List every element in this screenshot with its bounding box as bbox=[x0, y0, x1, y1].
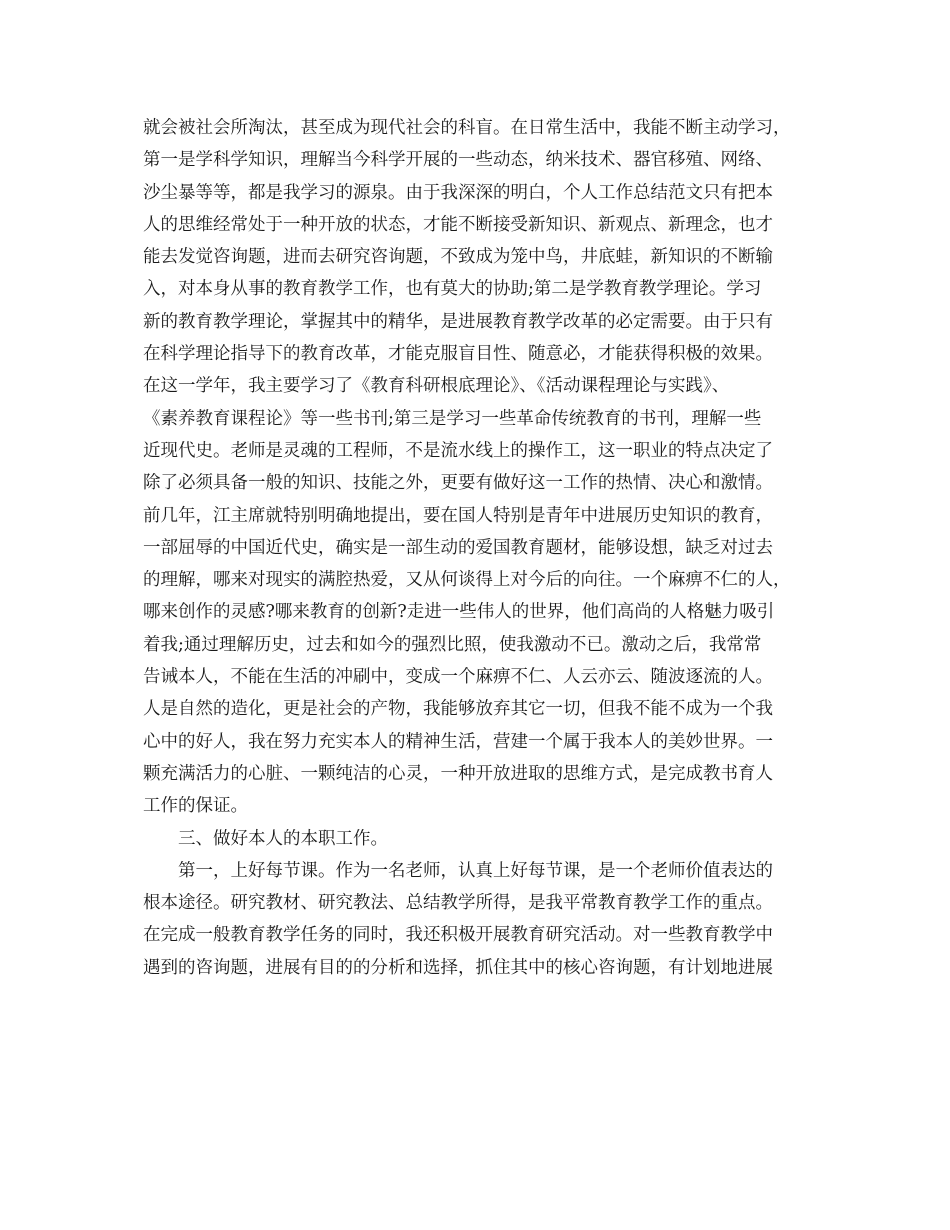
text-line: 一部屈辱的中国近代史，确实是一部生动的爱国教育题材，能够设想，缺乏对过去 bbox=[143, 537, 773, 558]
text-line: 沙尘暴等等，都是我学习的源泉。由于我深深的明白，个人工作总结范文只有把本 bbox=[143, 182, 773, 203]
text-line: 三、做好本人的本职工作。 bbox=[178, 828, 388, 849]
text-line: 前几年，江主席就特别明确地提出，要在国人特别是青年中进展历史知识的教育， bbox=[143, 505, 773, 526]
text-line: 着我;通过理解历史，过去和如今的强烈比照，使我激动不已。激动之后，我常常 bbox=[143, 634, 762, 655]
text-line: 遇到的咨询题，进展有目的的分析和选择，抓住其中的核心咨询题，有计划地进展 bbox=[143, 957, 773, 978]
text-line: 根本途径。研究教材、研究教法、总结教学所得，是我平常教育教学工作的重点。 bbox=[143, 893, 773, 914]
text-line: 人是自然的造化，更是社会的产物，我能够放弃其它一切，但我不能不成为一个我 bbox=[143, 699, 773, 720]
text-line: 工作的保证。 bbox=[143, 796, 248, 817]
text-line: 在完成一般教育教学任务的同时，我还积极开展教育研究活动。对一些教育教学中 bbox=[143, 925, 773, 946]
text-line: 就会被社会所淘汰，甚至成为现代社会的科盲。在日常生活中，我能不断主动学习， bbox=[143, 118, 791, 138]
text-line: 在科学理论指导下的教育改革，才能克服盲目性、随意必，才能获得积极的效果。 bbox=[143, 344, 773, 365]
text-line: 入，对本身从事的教育教学工作，也有莫大的协助;第二是学教育教学理论。学习 bbox=[143, 279, 762, 300]
text-line: 哪来创作的灵感?哪来教育的创新?走进一些伟人的世界，他们高尚的人格魅力吸引 bbox=[143, 602, 775, 623]
text-line: 告诫本人，不能在生活的冲刷中，变成一个麻痹不仁、人云亦云、随波逐流的人。 bbox=[143, 667, 773, 688]
document-body bbox=[143, 112, 823, 984]
text-line: 第一是学科学知识，理解当今科学开展的一些动态，纳米技术、器官移殖、网络、 bbox=[143, 150, 773, 171]
text-line: 能去发觉咨询题，进而去研究咨询题，不致成为笼中鸟，井底蛙，新知识的不断输 bbox=[143, 247, 773, 268]
text-line: 的理解，哪来对现实的满腔热爱，又从何谈得上对今后的向往。一个麻痹不仁的人， bbox=[143, 570, 791, 591]
text-line: 颗充满活力的心脏、一颗纯洁的心灵，一种开放进取的思维方式，是完成教书育人 bbox=[143, 763, 773, 784]
text-line: 新的教育教学理论，掌握其中的精华，是进展教育教学改革的必定需要。由于只有 bbox=[143, 311, 773, 332]
text-line: 第一，上好每节课。作为一名老师，认真上好每节课，是一个老师价值表达的 bbox=[178, 860, 773, 881]
text-line: 《素养教育课程论》等一些书刊;第三是学习一些革命传统教育的书刊，理解一些 bbox=[143, 408, 762, 429]
text-line: 心中的好人，我在努力充实本人的精神生活，营建一个属于我本人的美妙世界。一 bbox=[143, 731, 773, 752]
text-line: 近现代史。老师是灵魂的工程师，不是流水线上的操作工，这一职业的特点决定了 bbox=[143, 440, 773, 461]
text-line: 人的思维经常处于一种开放的状态，才能不断接受新知识、新观点、新理念，也才 bbox=[143, 214, 773, 235]
text-line: 在这一学年，我主要学习了《教育科研根底理论》、《活动课程理论与实践》、 bbox=[143, 376, 730, 397]
text-line: 除了必须具备一般的知识、技能之外，更要有做好这一工作的热情、决心和激情。 bbox=[143, 473, 773, 494]
